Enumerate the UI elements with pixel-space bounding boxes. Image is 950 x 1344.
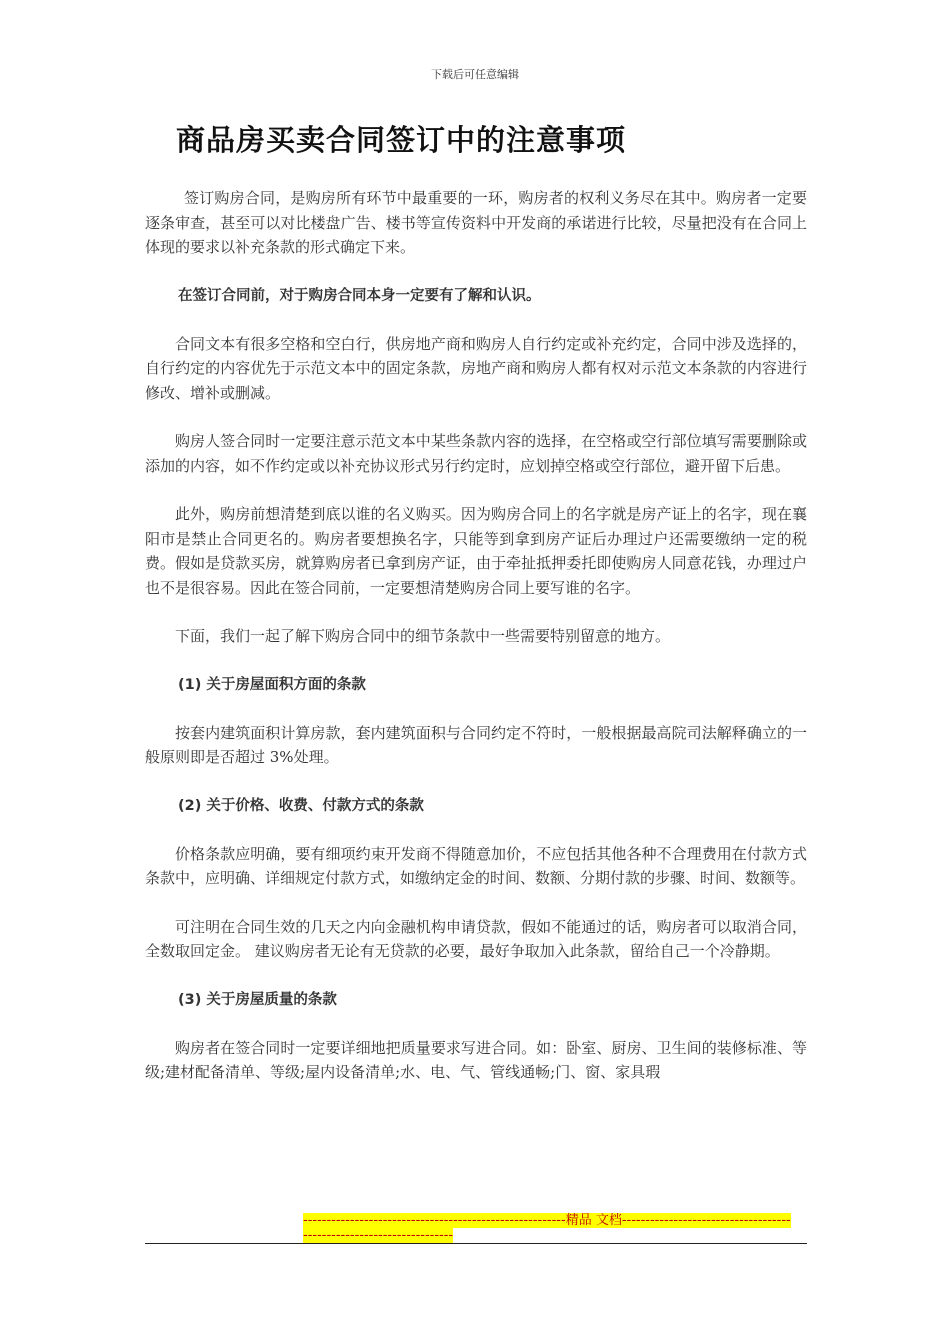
paragraph: 购房人签合同时一定要注意示范文本中某些条款内容的选择，在空格或空行部位填写需要删除或添加的内容，如不作约定或以补充协议形式另行约定时，应划掉空格或空行部位，避开留下后患。 [145,432,807,475]
paragraph: 签订购房合同，是购房所有环节中最重要的一环，购房者的权利义务尽在其中。购房者一定要逐条审查，甚至可以对比楼盘广告、楼书等宣传资料中开发商的承诺进行比较，尽量把没有在合同上体现的要求以补充条款的形式确定下来。 [145,189,807,256]
footer-rule [145,1243,807,1244]
footer-watermark-text: --------------------------------------------------------精品 文档-------------------------------------------------------------------- [303,1213,791,1243]
header-note: 下载后可任意编辑 [431,68,519,81]
paragraph: 按套内建筑面积计算房款，套内建筑面积与合同约定不符时，一般根据最高院司法解释确立的一般原则即是否超过 3%处理。 [145,723,807,766]
document-body [145,186,807,1109]
section-heading: 在签订合同前，对于购房合同本身一定要有了解和认识。 [178,287,541,304]
paragraph: 合同文本有很多空格和空白行，供房地产商和购房人自行约定或补充约定，合同中涉及选择的，自行约定的内容优先于示范文本中的固定条款，房地产商和购房人都有权对示范文本条款的内容进行修改、增补或删减。 [145,334,807,402]
paragraph: 下面，我们一起了解下购房合同中的细节条款中一些需要特别留意的地方。 [175,627,671,645]
section-heading: (1) 关于房屋面积方面的条款 [178,676,366,693]
footer-watermark [303,1213,795,1243]
paragraph: 价格条款应明确，要有细项约束开发商不得随意加价，不应包括其他各种不合理费用在付款方式条款中，应明确、详细规定付款方式，如缴纳定金的时间、数额、分期付款的步骤、时间、数额等。 [145,844,807,887]
section-heading: (3) 关于房屋质量的条款 [178,991,337,1008]
page-footer [145,1213,807,1243]
section-heading: (2) 关于价格、收费、付款方式的条款 [178,797,424,814]
document-title: 商品房买卖合同签订中的注意事项 [176,123,627,157]
paragraph: 可注明在合同生效的几天之内向金融机构申请贷款，假如不能通过的话，购房者可以取消合同，全数取回定金。 建议购房者无论有无贷款的必要，最好争取加入此条款，留给自己一个冷静期。 [145,917,807,960]
paragraph: 购房者在签合同时一定要详细地把质量要求写进合同。如：卧室、厨房、卫生间的装修标准、等级;建材配备清单、等级;屋内设备清单;水、电、气、管线通畅;门、窗、家具瑕 [145,1038,807,1081]
paragraph: 此外，购房前想清楚到底以谁的名义购买。因为购房合同上的名字就是房产证上的名字，现在襄阳市是禁止合同更名的。购房者要想换名字，只能等到拿到房产证后办理过户还需要缴纳一定的税费。假如是贷款买房，就算购房者已拿到房产证，由于牵扯抵押委托即使购房人同意花钱，办理过户也不是很容易。因此在签合同前，一定要想清楚购房合同上要写谁的名字。 [145,505,807,597]
